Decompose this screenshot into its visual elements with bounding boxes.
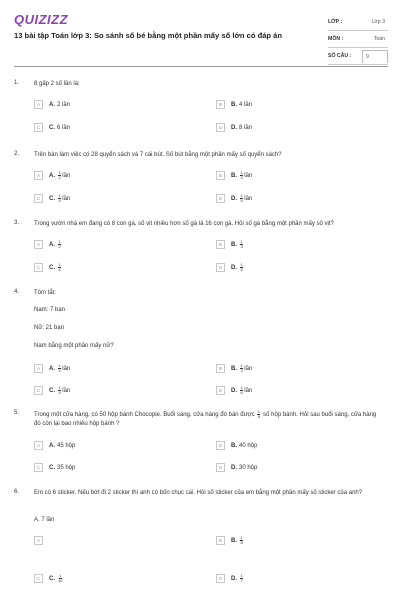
fraction-denominator: 4 xyxy=(58,267,61,272)
option-letter-box[interactable]: A xyxy=(34,441,43,450)
question-number: 4. xyxy=(14,289,20,295)
meta-class-key: LỚP : xyxy=(328,19,343,25)
option-fraction xyxy=(240,574,243,583)
meta-class-row xyxy=(328,14,388,31)
question-text-part: số hộp bánh. Hỏi sau buổi sáng, cửa hàng đó còn lại bao nhiêu hộp bánh ? xyxy=(34,412,377,427)
option-letter-box[interactable]: C xyxy=(34,463,43,472)
option-b[interactable] xyxy=(216,240,244,249)
fraction-numerator: 1 xyxy=(58,193,61,198)
question-text xyxy=(34,410,384,428)
meta-subject-row xyxy=(328,31,388,48)
option-letter-box[interactable]: A xyxy=(34,364,43,373)
option-a[interactable] xyxy=(34,364,70,373)
option-fraction xyxy=(58,240,61,249)
option-label: B. xyxy=(231,365,237,372)
option-text: lần xyxy=(62,387,71,394)
fraction-denominator: 5 xyxy=(257,414,260,419)
option-text: 8 lần xyxy=(239,124,253,131)
quizizz-logo: QUIZIZZ xyxy=(14,12,69,27)
option-text: 35 hộp xyxy=(57,464,76,471)
question-line: A. 7 lần xyxy=(34,517,55,523)
option-fraction xyxy=(240,194,243,203)
fraction-numerator: 1 xyxy=(59,573,62,578)
option-c[interactable] xyxy=(34,123,70,132)
meta-class-value: Lớp 3 xyxy=(371,19,385,25)
option-c[interactable] xyxy=(34,194,70,203)
option-d[interactable] xyxy=(216,263,244,272)
question-number: 2. xyxy=(14,151,20,157)
option-letter-box[interactable]: C xyxy=(34,263,43,272)
option-letter-box[interactable]: A xyxy=(34,536,43,545)
option-text: lần xyxy=(62,195,71,202)
option-letter-box[interactable]: A xyxy=(34,100,43,109)
option-text: 6 lần xyxy=(57,124,71,131)
fraction-numerator: 1 xyxy=(240,193,243,198)
option-label: B. xyxy=(231,101,237,108)
option-fraction xyxy=(240,240,243,249)
question-line: Nam: 7 bạn xyxy=(34,307,66,313)
option-a[interactable] xyxy=(34,536,49,545)
fraction-denominator: 5 xyxy=(240,267,243,272)
option-label: D. xyxy=(231,195,237,202)
option-letter-box[interactable]: C xyxy=(34,574,43,583)
fraction-numerator: 1 xyxy=(257,409,260,414)
option-text: 2 lần xyxy=(57,101,71,108)
fraction-denominator: 6 xyxy=(240,390,243,395)
option-label: A. xyxy=(49,365,55,372)
option-fraction xyxy=(240,263,243,272)
option-label: D. xyxy=(231,264,237,271)
option-text: 40 hộp xyxy=(239,442,258,449)
fraction-denominator: 4 xyxy=(58,390,61,395)
meta-subject-value: Toán xyxy=(373,36,385,42)
fraction-numerator: 1 xyxy=(240,385,243,390)
option-text: 30 hộp xyxy=(239,464,258,471)
option-a[interactable] xyxy=(34,171,70,180)
option-label: D. xyxy=(231,387,237,394)
option-letter-box[interactable]: C xyxy=(34,194,43,203)
fraction-numerator: 1 xyxy=(58,239,61,244)
option-label: C. xyxy=(49,124,55,131)
option-c[interactable] xyxy=(34,574,63,583)
option-letter-box[interactable]: D xyxy=(216,386,225,395)
question-number: 6. xyxy=(14,489,20,495)
option-b[interactable] xyxy=(216,441,257,450)
option-label: B. xyxy=(231,537,237,544)
option-letter-box[interactable]: D xyxy=(216,574,225,583)
option-letter-box[interactable]: B xyxy=(216,240,225,249)
option-letter-box[interactable]: D xyxy=(216,194,225,203)
option-text: lần xyxy=(244,195,253,202)
fraction-numerator: 1 xyxy=(240,535,243,540)
fraction-denominator: 3 xyxy=(240,175,243,180)
option-label: A. xyxy=(49,241,55,248)
option-fraction xyxy=(58,386,61,395)
question-text: 8 gấp 2 số lần là: xyxy=(34,81,80,87)
option-label: C. xyxy=(49,195,55,202)
option-label: C. xyxy=(49,387,55,394)
option-letter-box[interactable]: B xyxy=(216,441,225,450)
option-label: B. xyxy=(231,442,237,449)
option-fraction xyxy=(240,171,243,180)
fraction-numerator: 1 xyxy=(58,385,61,390)
option-label: B. xyxy=(231,172,237,179)
fraction-denominator: 5 xyxy=(240,198,243,203)
option-a[interactable] xyxy=(34,100,70,109)
question-number: 3. xyxy=(14,220,20,226)
option-label: C. xyxy=(49,264,55,271)
fraction-denominator: 3 xyxy=(240,368,243,373)
option-b[interactable] xyxy=(216,100,252,109)
option-label: A. xyxy=(49,442,55,449)
fraction-denominator: 10 xyxy=(58,578,63,583)
worksheet-meta xyxy=(328,14,388,65)
option-letter-box[interactable]: D xyxy=(216,263,225,272)
option-letter-box[interactable]: D xyxy=(216,463,225,472)
option-fraction xyxy=(58,263,61,272)
option-label: B. xyxy=(231,241,237,248)
question-number: 1. xyxy=(14,80,20,86)
option-fraction xyxy=(58,194,61,203)
option-fraction xyxy=(240,386,243,395)
question-fraction xyxy=(257,410,260,419)
option-a[interactable] xyxy=(34,240,62,249)
option-label: C. xyxy=(49,464,55,471)
question-text-part: Trong một cửa hàng, có 50 hộp bánh Chocopie. Buổi sáng, cửa hàng đó bán được xyxy=(34,412,255,419)
option-fraction xyxy=(58,574,62,583)
option-fraction xyxy=(240,536,243,545)
fraction-numerator: 1 xyxy=(240,573,243,578)
fraction-denominator: 4 xyxy=(58,198,61,203)
option-letter-box[interactable]: B xyxy=(216,364,225,373)
option-text: 45 hộp xyxy=(57,442,76,449)
question-text: Trên bàn làm việc có 28 quyển sách và 7 cái bút. Số bút bằng một phần mấy số quyển sách? xyxy=(34,152,282,158)
option-fraction xyxy=(58,364,61,373)
option-c[interactable] xyxy=(34,463,75,472)
fraction-numerator: 1 xyxy=(240,363,243,368)
option-letter-box[interactable]: B xyxy=(216,171,225,180)
option-letter-box[interactable]: B xyxy=(216,100,225,109)
option-letter-box[interactable]: A xyxy=(34,171,43,180)
option-text: lần xyxy=(62,365,71,372)
fraction-denominator: 7 xyxy=(240,578,243,583)
option-label: C. xyxy=(49,575,55,582)
question-number: 5. xyxy=(14,410,20,416)
option-letter-box[interactable]: A xyxy=(34,240,43,249)
fraction-denominator: 2 xyxy=(58,368,61,373)
option-text: lần xyxy=(244,172,253,179)
option-label: D. xyxy=(231,124,237,131)
option-a[interactable] xyxy=(34,441,75,450)
question-line: Nữ: 21 bạn xyxy=(34,325,65,331)
fraction-denominator: 2 xyxy=(58,244,61,249)
meta-count-key: SỐ CÂU : xyxy=(328,53,352,59)
option-text: lần xyxy=(244,387,253,394)
meta-count-row xyxy=(328,48,388,65)
question-text: Trong vườn nhà em đang có 8 con gà, số vịt nhiều hơn số gà là 16 con gà. Hỏi số gà bằng một phần mấy số vịt? xyxy=(34,221,334,227)
option-d[interactable] xyxy=(216,386,252,395)
option-d[interactable] xyxy=(216,463,257,472)
question-line: Nam bằng một phần mấy nữ? xyxy=(34,343,114,349)
fraction-denominator: 8 xyxy=(240,540,243,545)
option-text: lần xyxy=(244,365,253,372)
fraction-denominator: 2 xyxy=(58,175,61,180)
fraction-numerator: 1 xyxy=(58,262,61,267)
meta-count-value: 9 xyxy=(362,50,388,63)
option-b[interactable] xyxy=(216,171,252,180)
option-fraction xyxy=(240,364,243,373)
meta-subject-key: MÔN : xyxy=(328,36,344,42)
option-b[interactable] xyxy=(216,536,244,545)
option-label: D. xyxy=(231,464,237,471)
fraction-denominator: 3 xyxy=(240,244,243,249)
option-label: D. xyxy=(231,575,237,582)
fraction-numerator: 1 xyxy=(58,170,61,175)
option-b[interactable] xyxy=(216,364,252,373)
page-title: 13 bài tập Toán lớp 3: So sánh số bé bằng một phần mấy số lớn có đáp án xyxy=(14,31,283,40)
option-d[interactable] xyxy=(216,194,252,203)
fraction-numerator: 1 xyxy=(240,239,243,244)
option-label: A. xyxy=(49,101,55,108)
fraction-numerator: 1 xyxy=(240,262,243,267)
header-divider xyxy=(14,66,388,67)
question-text: Em có 6 sticker. Nếu bớt đi 2 sticker thì anh có bốn chục cái. Hỏi số sticker của em bằng một phần mấy số sticker của anh? xyxy=(34,490,363,496)
option-fraction xyxy=(58,171,61,180)
option-text: 4 lần xyxy=(239,101,253,108)
option-label: A. xyxy=(49,172,55,179)
option-c[interactable] xyxy=(34,386,70,395)
option-letter-box[interactable]: B xyxy=(216,536,225,545)
option-d[interactable] xyxy=(216,574,244,583)
option-letter-box[interactable]: D xyxy=(216,123,225,132)
option-letter-box[interactable]: C xyxy=(34,123,43,132)
fraction-numerator: 1 xyxy=(240,170,243,175)
fraction-numerator: 1 xyxy=(58,363,61,368)
option-letter-box[interactable]: C xyxy=(34,386,43,395)
option-c[interactable] xyxy=(34,263,62,272)
question-text: Tóm tắt: xyxy=(34,290,57,296)
option-text: lần xyxy=(62,172,71,179)
option-d[interactable] xyxy=(216,123,252,132)
